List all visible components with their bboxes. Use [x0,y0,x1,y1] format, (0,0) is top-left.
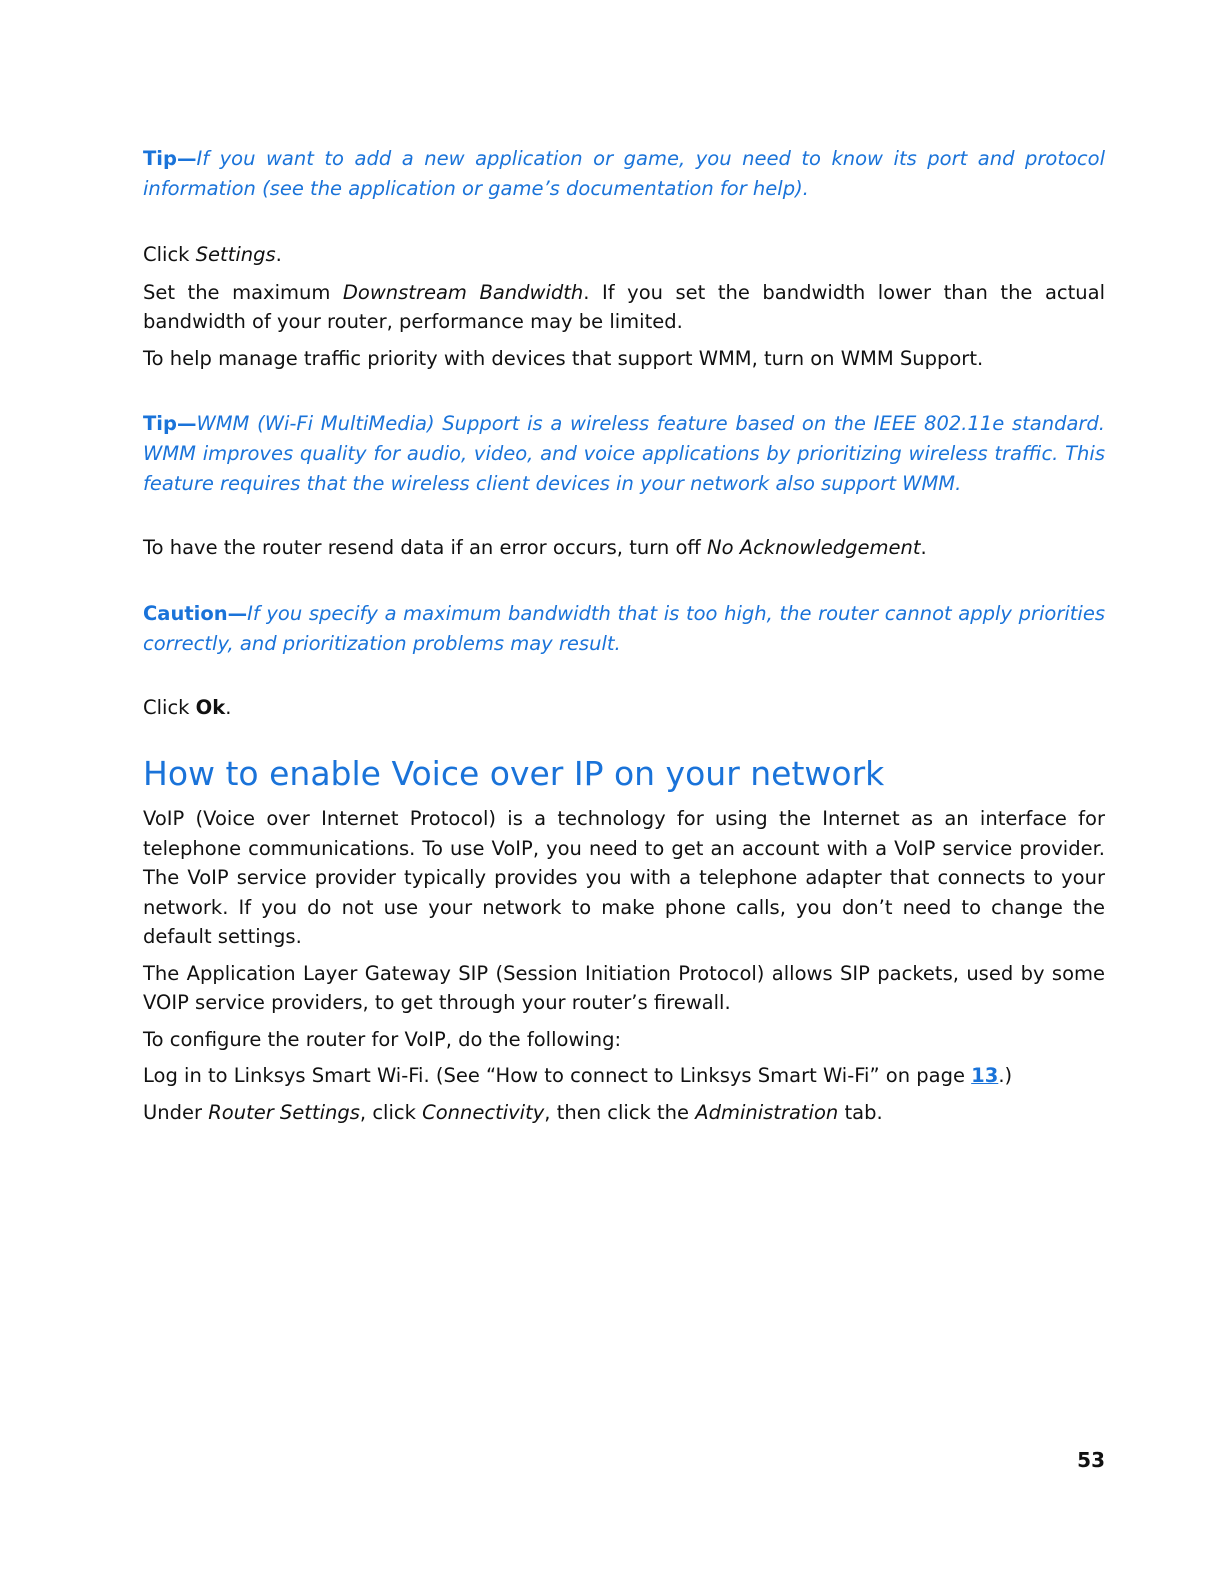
page-number: 53 [1077,1448,1105,1472]
paragraph-voip-intro: VoIP (Voice over Internet Protocol) is a technology for using the Internet as an interface for telephone communications. To use VoIP, you need to get an account with a VoIP service provider. The VoIP service provider typically provides you with a telephone adapter that connects to your network. If you do not use your network to make phone calls, you don’t need to change the default settings. [143,807,1105,948]
step-text: . [225,695,232,719]
paragraph-configure: To configure the router for VoIP, do the following: [143,1027,622,1051]
tip-label: Tip— [143,147,197,170]
step-text: . [920,536,927,559]
step-login [143,1061,1105,1091]
caution-note [143,599,1105,659]
step-under-router-settings [143,1098,1105,1128]
step-wmm-support: To help manage traffic priority with devices that support WMM, turn on WMM Support. [143,346,984,370]
step-text: . [275,243,282,266]
tip-label: Tip— [143,412,197,435]
step-downstream-bandwidth [143,278,1105,337]
router-settings-term: Router Settings [208,1100,360,1124]
page-content [143,144,1105,1127]
step-text: Log in to Linksys Smart Wi-Fi. (See “How to connect to Linksys Smart Wi-Fi” on page [143,1064,972,1087]
downstream-bandwidth-term: Downstream Bandwidth [342,280,584,304]
tip-text: WMM (Wi-Fi MultiMedia) Support is a wireless feature based on the IEEE 802.11e standard. WMM improves quality for audio, video, and voice applications by prioritizing wireless traffic. This feature requires that the wireless client devices in your network also support WMM. [143,412,1105,495]
step-click-ok [143,693,1105,723]
tip-text: If you want to add a new application or game, you need to know its port and protocol information (see the application or game’s documentation for help). [143,147,1105,200]
step-no-acknowledgement [143,533,1105,563]
settings-term: Settings [195,243,276,266]
tip-note-app-info [143,144,1105,204]
step-text: . If you set the bandwidth lower than the actual bandwidth of your router, performance may be limited. [143,280,1106,333]
step-text: Click [143,243,196,266]
step-text: tab. [838,1100,883,1124]
connectivity-term: Connectivity [422,1100,545,1124]
caution-text: If you specify a maximum bandwidth that is too high, the router cannot apply priorities correctly, and prioritization problems may result. [143,601,1105,655]
page-link-13[interactable]: 13 [971,1064,999,1087]
step-text: Click [143,695,196,719]
administration-term: Administration [695,1100,839,1124]
step-text: Under [143,1100,209,1124]
step-click-settings [143,240,1105,270]
section-heading-voip: How to enable Voice over IP on your network [143,754,885,793]
paragraph-sip-alg: The Application Layer Gateway SIP (Session Initiation Protocol) allows SIP packets, used by some VOIP service providers, to get through your router’s firewall. [143,961,1105,1014]
step-text: , click [359,1100,423,1124]
ok-term: Ok [195,695,226,719]
no-acknowledgement-term: No Acknowledgement [707,536,921,559]
step-text: , then click the [544,1100,696,1124]
step-text: To have the router resend data if an error occurs, turn off [143,536,708,559]
tip-note-wmm [143,409,1105,499]
step-text: Set the maximum [143,280,343,304]
step-text: .) [998,1064,1013,1087]
caution-label: Caution— [143,601,248,625]
